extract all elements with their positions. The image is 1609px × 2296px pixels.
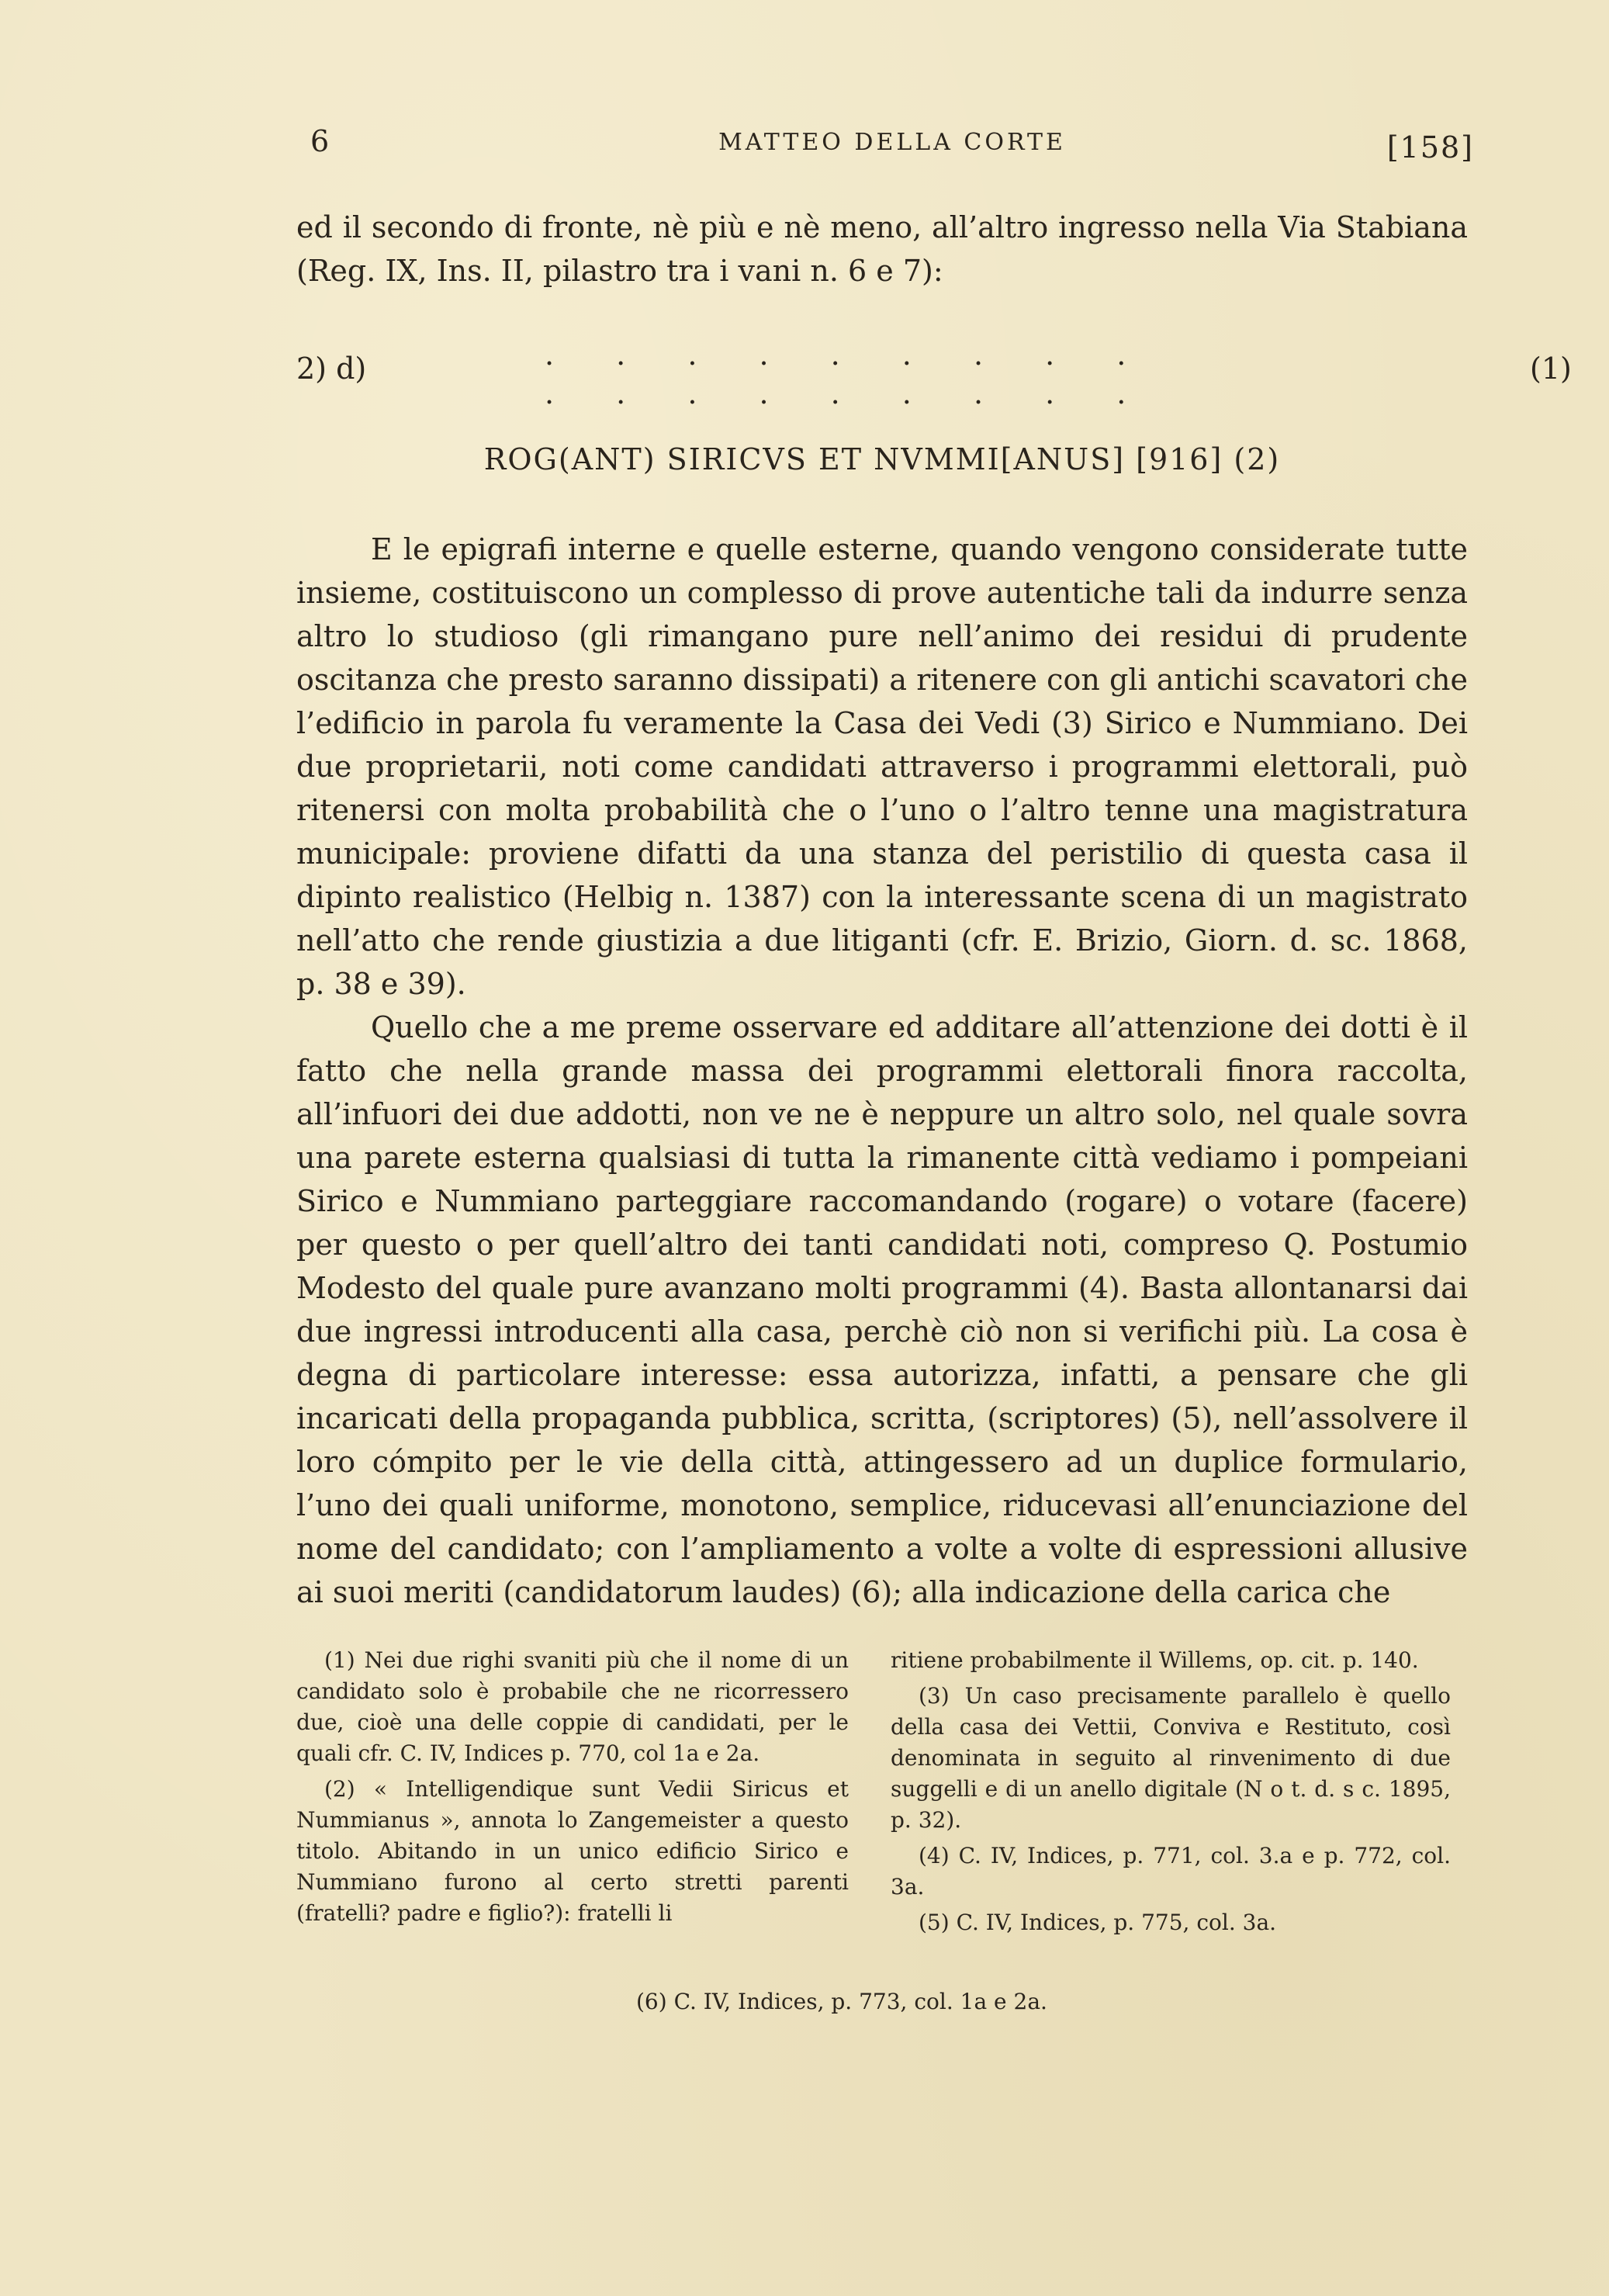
footnote-2: (2) « Intelligendique sunt Vedii Siricus et Nummianus », annota lo Zangemeister a questo titolo. Abitando in un unico edificio Sirico e Nummiano furono al certo stretti parenti (fratelli? padre e figlio?): fratelli li	[296, 1776, 849, 1926]
footnote-ref-1: (1)	[1530, 351, 1572, 386]
footnote-1: (1) Nei due righi svaniti più che il nome di un candidato solo è probabile che ne ricorressero due, cioè una delle coppie di candidati, per le quali cfr. C. IV, Indices p. 770, col 1a e 2a.	[296, 1647, 849, 1766]
footnote-3: (3) Un caso precisamente parallelo è quello della casa dei Vettii, Conviva e Restituto, così denominata in seguito al rinvenimento di due suggelli e di un anello digitale (N o t. d. s c. 1895, p. 32).	[891, 1683, 1451, 1833]
intro-paragraph	[296, 206, 1468, 293]
footnote-2-continued: ritiene probabilmente il Willems, op. cit. p. 140.	[891, 1647, 1419, 1673]
dotted-line-2: . . . . . . . . .	[545, 376, 1153, 410]
dotted-line-1: . . . . . . . . .	[545, 338, 1153, 372]
footnotes-right-column	[891, 1645, 1451, 1943]
footnotes-left-column	[296, 1645, 849, 1934]
page-number: 6	[310, 124, 331, 158]
footnote-6: (6) C. IV, Indices, p. 773, col. 1a e 2a.	[636, 1989, 1047, 2014]
faded-inscription-lines	[296, 338, 1572, 423]
main-text	[296, 528, 1468, 1614]
inscription-label: 2) d)	[296, 351, 367, 386]
running-title: MATTEO DELLA CORTE	[718, 129, 1066, 156]
running-header	[310, 124, 1474, 171]
page-reference: [158]	[1386, 130, 1474, 164]
inscription-line: ROG(ANT) SIRICVS ET NVMMI[ANUS] [916] (2)	[483, 442, 1281, 476]
footnote-5: (5) C. IV, Indices, p. 775, col. 3a.	[919, 1910, 1277, 1935]
intro-text: ed il secondo di fronte, nè più e nè meno, all’altro ingresso nella Via Stabiana (Reg. IX, Ins. II, pilastro tra i vani n. 6 e 7):	[296, 210, 1468, 288]
footnote-4: (4) C. IV, Indices, p. 771, col. 3.a e p. 772, col. 3a.	[891, 1843, 1451, 1899]
paragraph-1: E le epigrafi interne e quelle esterne, quando vengono considerate tutte insieme, costituiscono un complesso di prove autentiche tali da indurre senza altro lo studioso (gli rimangano pure nell’animo dei residui di prudente oscitanza che presto saranno dissipati) a ritenere con gli antichi scavatori che l’edificio in parola fu veramente la Casa dei Vedi (3) Sirico e Nummiano. Dei due proprietarii, noti come candidati attraverso i programmi elettorali, può ritenersi con molta probabilità che o l’uno o l’altro tenne una magistratura municipale: proviene difatti da una stanza del peristilio di questa casa il dipinto realistico (Helbig n. 1387) con la interessante scena di un magistrato nell’atto che rende giustizia a due litiganti (cfr. E. Brizio, Giorn. d. sc. 1868, p. 38 e 39).	[296, 532, 1468, 1001]
paragraph-2: Quello che a me preme osservare ed additare all’attenzione dei dotti è il fatto che nella grande massa dei programmi elettorali finora raccolta, all’infuori dei due addotti, non ve ne è neppure un altro solo, nel quale sovra una parete esterna qualsiasi di tutta la rimanente città vediamo i pompeiani Sirico e Nummiano parteggiare raccomandando (rogare) o votare (facere) per questo o per quell’altro dei tanti candidati noti, compreso Q. Postumio Modesto del quale pure avanzano molti programmi (4). Basta allontanarsi dai due ingressi introducenti alla casa, perchè ciò non si verifichi più. La cosa è degna di particolare interesse: essa autorizza, infatti, a pensare che gli incaricati della propaganda pubblica, scritta, (scriptores) (5), nell’assolvere il loro cómpito per le vie della città, attingessero ad un duplice formulario, l’uno dei quali uniforme, monotono, semplice, riducevasi all’enunciazione del nome del candidato; con l’ampliamento a volte a volte di espressioni allusive ai suoi meriti (candidatorum laudes) (6); alla indicazione della carica che	[296, 1010, 1468, 1609]
